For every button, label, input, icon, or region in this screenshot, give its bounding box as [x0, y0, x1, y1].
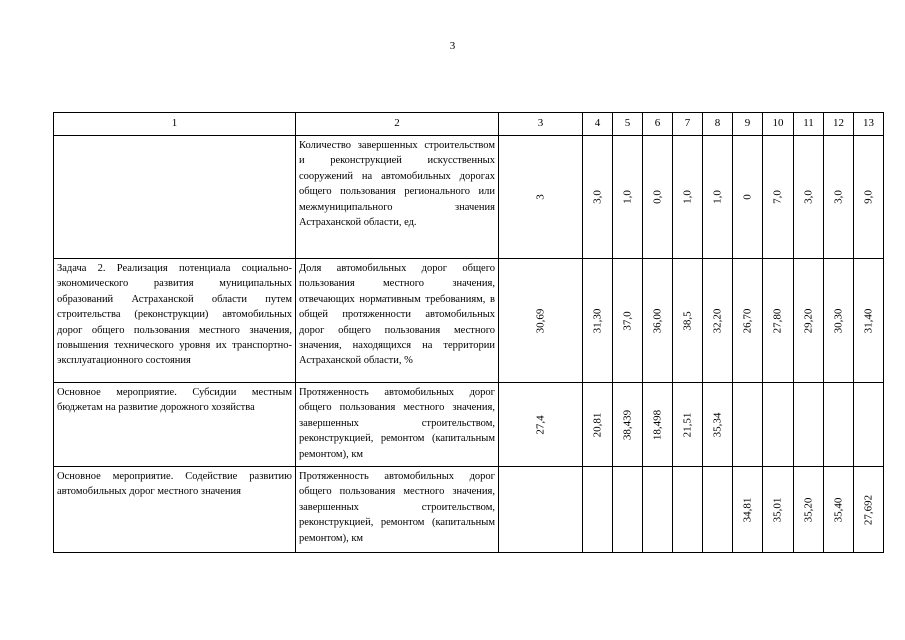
- indicator-cell: Доля автомобильных дорог общего пользования местного значения, отвечающих нормативным требованиям, в общей протяженности автомобильных дорог общего пользования местного значения, находящихся на территории Астраханской области, %: [296, 259, 499, 383]
- value-cell: [703, 383, 733, 467]
- indicator-cell: Количество завершенных строительством и реконструкцией искусственных сооружений на автомобильных дорогах общего пользования регионального или межмуниципального значения Астраханской области, ед.: [296, 136, 499, 259]
- value-cell: [613, 136, 643, 259]
- column-header: 5: [613, 113, 643, 136]
- page-number: 3: [449, 40, 456, 52]
- value-cell: [499, 467, 583, 553]
- value-text: 3,0: [801, 190, 814, 204]
- column-header: 4: [583, 113, 613, 136]
- value-cell: [673, 136, 703, 259]
- value-cell: [824, 136, 854, 259]
- value-text: 34,81: [740, 497, 753, 522]
- task-cell: [54, 136, 296, 259]
- column-header: 7: [673, 113, 703, 136]
- task-cell: Основное мероприятие. Содействие развитию автомобильных дорог местного значения: [54, 467, 296, 553]
- column-header: 2: [296, 113, 499, 136]
- value-cell: [643, 136, 673, 259]
- value-text: 35,40: [831, 497, 844, 522]
- value-cell: [673, 467, 703, 553]
- table-row: [54, 467, 884, 553]
- value-text: 27,80: [771, 308, 784, 333]
- value-text: 0: [740, 194, 753, 200]
- table-row: [54, 259, 884, 383]
- value-text: 35,20: [801, 497, 814, 522]
- indicator-cell: Протяженность автомобильных дорог общего пользования местного значения, завершенных строительством, реконструкцией, ремонтом (капитальным ремонтом), км: [296, 383, 499, 467]
- value-text: 37,0: [620, 310, 633, 331]
- column-header: 9: [733, 113, 763, 136]
- value-text: 7,0: [771, 190, 784, 204]
- value-cell: [854, 136, 884, 259]
- value-cell: [583, 383, 613, 467]
- value-cell: [643, 383, 673, 467]
- value-text: 9,0: [861, 190, 874, 204]
- column-header: 10: [763, 113, 794, 136]
- value-cell: [854, 467, 884, 553]
- value-text: 35,34: [710, 412, 723, 437]
- value-cell: [613, 259, 643, 383]
- value-cell: [733, 467, 763, 553]
- value-text: 0,0: [650, 190, 663, 204]
- value-cell: [643, 259, 673, 383]
- value-cell: [643, 467, 673, 553]
- value-cell: [854, 259, 884, 383]
- value-cell: [673, 383, 703, 467]
- value-cell: [583, 136, 613, 259]
- value-cell: [583, 259, 613, 383]
- value-text: 3: [533, 194, 546, 200]
- value-text: 26,70: [740, 308, 753, 333]
- column-header: 3: [499, 113, 583, 136]
- value-cell: [763, 383, 794, 467]
- value-text: 1,0: [710, 190, 723, 204]
- value-cell: [794, 259, 824, 383]
- value-cell: [703, 259, 733, 383]
- value-text: 3,0: [590, 190, 603, 204]
- value-text: 3,0: [831, 190, 844, 204]
- value-cell: [703, 467, 733, 553]
- column-header: 1: [54, 113, 296, 136]
- value-text: 27,4: [533, 414, 546, 435]
- task-cell: Задача 2. Реализация потенциала социально-экономического развития муниципальных образований Астраханской области путем строительства (реконструкции) автомобильных дорог общего пользования местного значения, повышения технического уровня их транспортно-эксплуатационного состояния: [54, 259, 296, 383]
- value-cell: [794, 136, 824, 259]
- column-header: 13: [854, 113, 884, 136]
- column-header: 8: [703, 113, 733, 136]
- value-cell: [583, 467, 613, 553]
- value-cell: [854, 383, 884, 467]
- value-text: 30,69: [533, 308, 546, 333]
- value-cell: [613, 467, 643, 553]
- value-cell: [763, 259, 794, 383]
- value-text: 18,498: [650, 409, 663, 440]
- value-cell: [763, 136, 794, 259]
- value-cell: [703, 136, 733, 259]
- value-cell: [733, 383, 763, 467]
- value-text: 27,692: [861, 494, 874, 525]
- value-cell: [499, 259, 583, 383]
- value-text: 38,439: [620, 409, 633, 440]
- header-row: [54, 113, 884, 136]
- column-header: 6: [643, 113, 673, 136]
- indicator-cell: Протяженность автомобильных дорог общего пользования местного значения, завершенных строительством, реконструкцией, ремонтом (капитальным ремонтом), км: [296, 467, 499, 553]
- value-text: 30,30: [831, 308, 844, 333]
- value-text: 36,00: [650, 308, 663, 333]
- value-cell: [824, 467, 854, 553]
- value-text: 20,81: [590, 412, 603, 437]
- indicators-table: [53, 112, 884, 553]
- value-text: 31,40: [861, 308, 874, 333]
- value-cell: [499, 136, 583, 259]
- task-cell: Основное мероприятие. Субсидии местным бюджетам на развитие дорожного хозяйства: [54, 383, 296, 467]
- value-text: 38,5: [680, 310, 693, 331]
- value-text: 35,01: [771, 497, 784, 522]
- value-cell: [824, 259, 854, 383]
- column-header: 11: [794, 113, 824, 136]
- value-cell: [613, 383, 643, 467]
- value-cell: [763, 467, 794, 553]
- value-text: 32,20: [710, 308, 723, 333]
- value-cell: [673, 259, 703, 383]
- value-cell: [794, 383, 824, 467]
- value-cell: [499, 383, 583, 467]
- table-row: [54, 383, 884, 467]
- value-cell: [733, 259, 763, 383]
- value-cell: [824, 383, 854, 467]
- table-row: [54, 136, 884, 259]
- column-header: 12: [824, 113, 854, 136]
- value-cell: [794, 467, 824, 553]
- value-cell: [733, 136, 763, 259]
- value-text: 29,20: [801, 308, 814, 333]
- value-text: 21,51: [680, 412, 693, 437]
- value-text: 1,0: [620, 190, 633, 204]
- value-text: 1,0: [680, 190, 693, 204]
- value-text: 31,30: [590, 308, 603, 333]
